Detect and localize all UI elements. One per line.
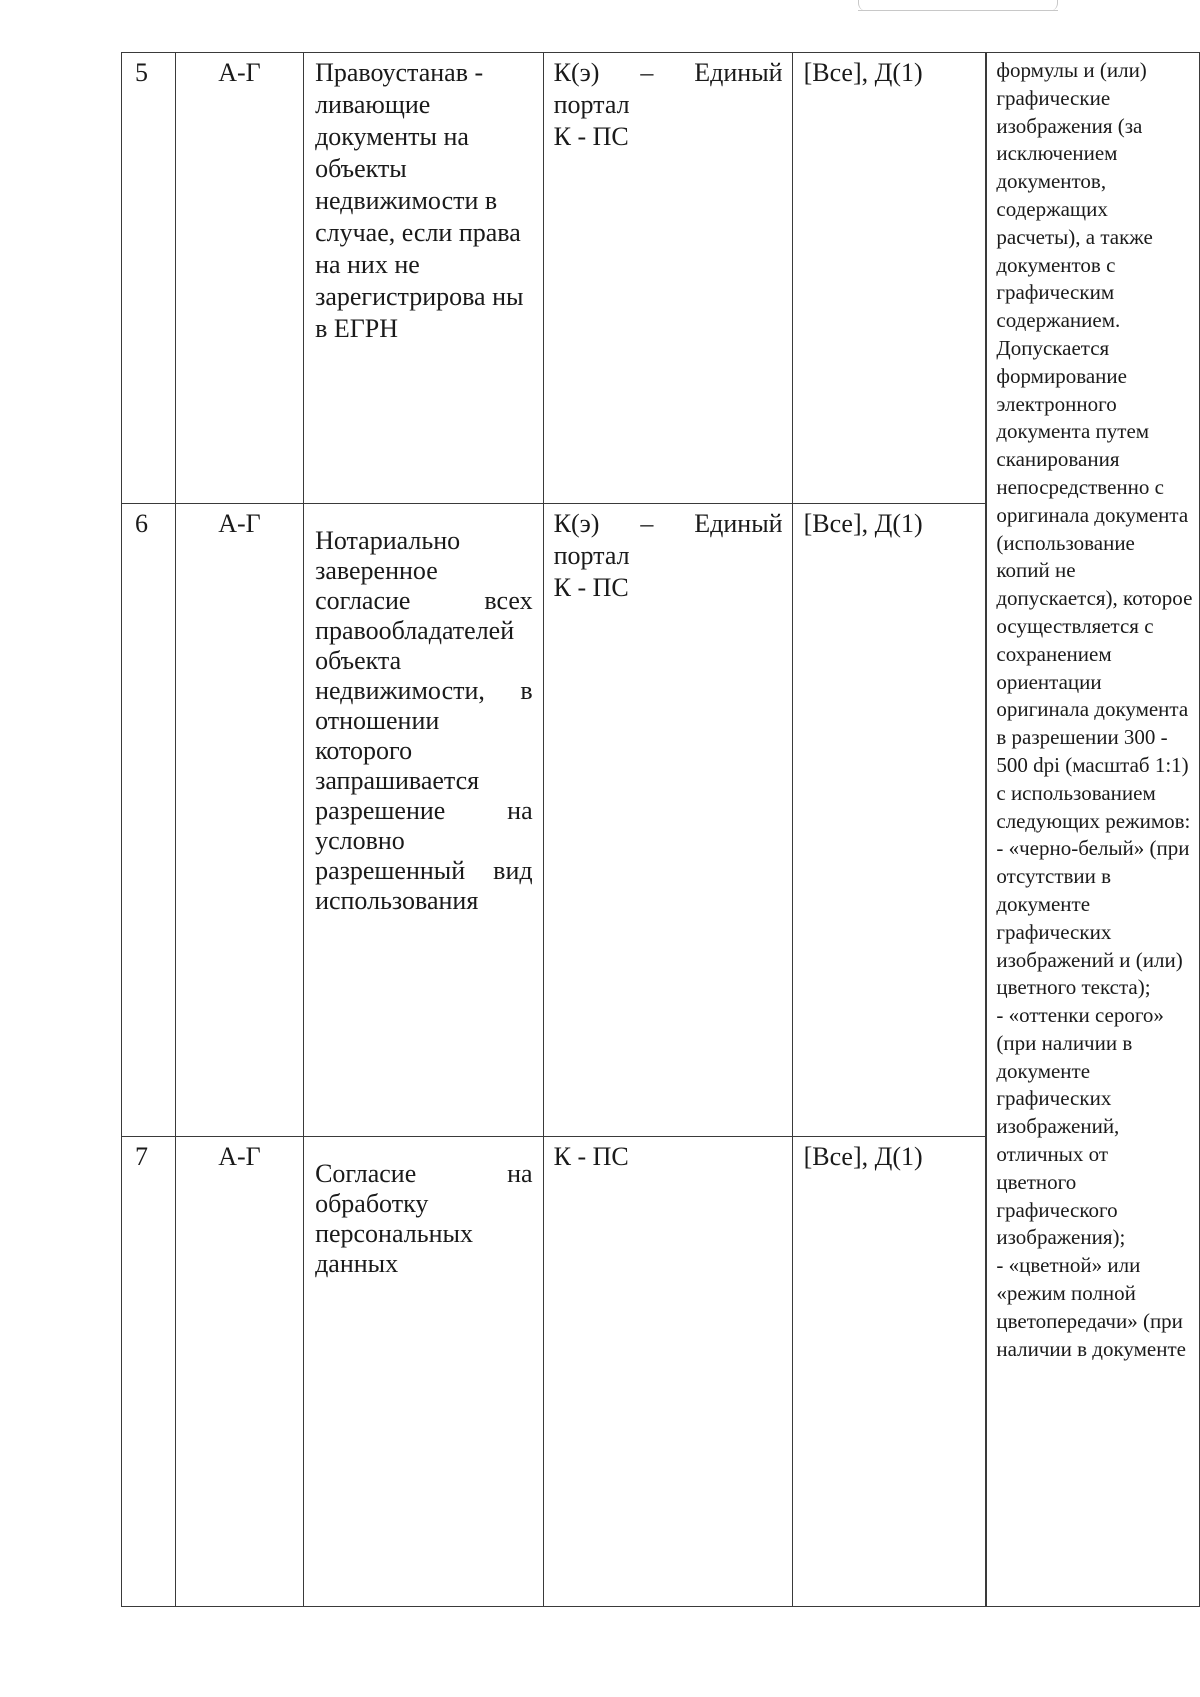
document-name: Нотариально заверенное согласие всех правообладателей объекта недвижимости, в отношении которого запрашивается разрешение на условно разрешенный вид использования xyxy=(304,504,544,1137)
document-name: Согласие на обработку персональных данных xyxy=(304,1137,544,1607)
document-requirements: [Все], Д(1) xyxy=(792,53,986,504)
submission-form-line: К(э) – Единый портал xyxy=(553,509,783,570)
table-row xyxy=(122,53,1200,504)
submission-form xyxy=(543,1137,792,1607)
applicant-category: А-Г xyxy=(175,1137,303,1607)
document-requirements: [Все], Д(1) xyxy=(792,1137,986,1607)
submission-form-line: К - ПС xyxy=(553,1142,629,1171)
electronic-format-notes xyxy=(986,53,1199,1607)
row-number: 6 xyxy=(122,504,176,1137)
page-header-bracket xyxy=(858,0,1058,11)
submission-form-line: К - ПС xyxy=(553,573,629,602)
row-number: 7 xyxy=(122,1137,176,1607)
submission-form xyxy=(543,504,792,1137)
document-name: Правоустанав - ливающие документы на объекты недвижимости в случае, если права на них не зарегистрирова ны в ЕГРН xyxy=(304,53,544,504)
documents-table xyxy=(121,52,1200,1607)
submission-form xyxy=(543,53,792,504)
applicant-category: А-Г xyxy=(175,53,303,504)
notes-text: формулы и (или) графические изображения (за исключением документов, содержащих расчеты), а также документов с графическим содержанием. Допускается формирование электронного документа путем сканирования непосредственно с оригинала документа (использование копий не допускается), которое осуществляется с сохранением ориентации оригинала документа в разрешении 300 - 500 dpi (масштаб 1:1) с использованием следующих режимов: - «черно-белый» (при отсутствии в документе графических изображений и (или) цветного текста); - «оттенки серого» (при наличии в документе графических изображений, отличных от цветного графического изображения); - «цветной» или «режим полной цветопередачи» (при наличии в документе xyxy=(996,58,1193,1361)
submission-form-line: К - ПС xyxy=(553,122,629,151)
applicant-category: А-Г xyxy=(175,504,303,1137)
row-number: 5 xyxy=(122,53,176,504)
document-requirements: [Все], Д(1) xyxy=(792,504,986,1137)
submission-form-line: К(э) – Единый портал xyxy=(553,58,783,119)
